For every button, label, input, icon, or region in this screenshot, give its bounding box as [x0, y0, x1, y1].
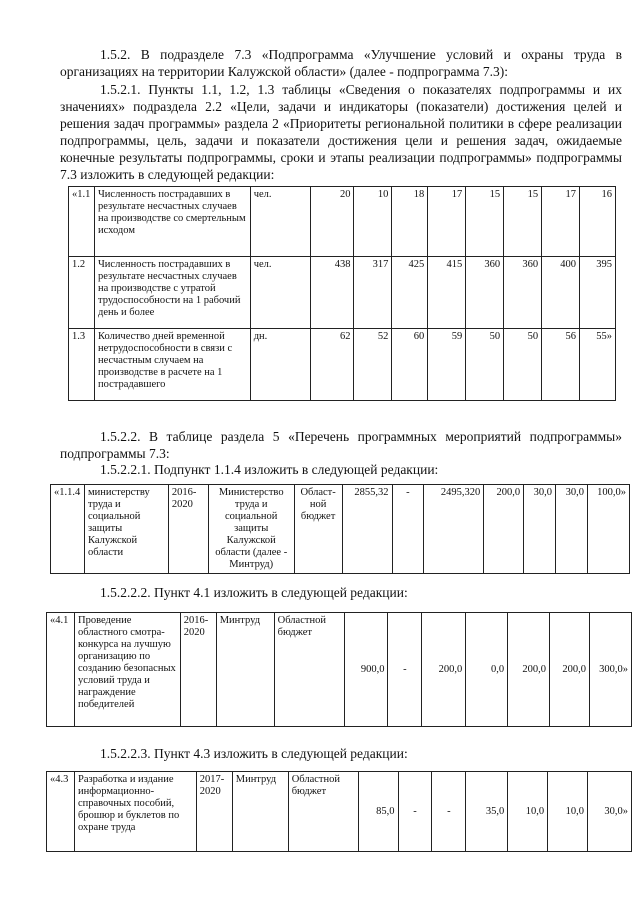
table-row	[51, 485, 630, 574]
value-cell: 17	[428, 187, 466, 257]
paragraph-1-5-2-2-1: 1.5.2.2.1. Подпункт 1.1.4 изложить в следующей редакции:	[100, 462, 439, 477]
row-number: 1.3	[69, 329, 95, 401]
value-cell: 10,0	[548, 772, 588, 852]
row-number: «4.3	[47, 772, 75, 852]
value-cell: 30,0»	[588, 772, 632, 852]
value-cell: 62	[310, 329, 354, 401]
participant: Минтруд	[216, 613, 274, 727]
funding-source: Областной бюджет	[274, 613, 344, 727]
row-number: «4.1	[47, 613, 75, 727]
value-cell: 15	[504, 187, 542, 257]
value-cell: 18	[392, 187, 428, 257]
measure-4-1-table	[46, 612, 632, 727]
participant: Министерство труда и социальной защиты Калужской области (далее - Минтруд)	[208, 485, 294, 574]
participant: Минтруд	[232, 772, 288, 852]
value-cell: 35,0	[466, 772, 508, 852]
value-cell: 395	[579, 257, 615, 329]
value-cell: 2495,320	[424, 485, 484, 574]
period: 2017-2020	[196, 772, 232, 852]
value-cell: 317	[354, 257, 392, 329]
value-cell: 415	[428, 257, 466, 329]
paragraph-1-5-2-1: 1.5.2.1. Пункты 1.1, 1.2, 1.3 таблицы «Сведения о показателях подпрограммы и их значениях» подраздела 2.2 «Цели, задачи и индикаторы (показатели) достижения целей и решения задач программы» раздела 2 «Приоритеты региональной политики в сфере реализации подпрограммы, цель, задачи и показатели достижения цели и решения задач, ожидаемые конечные результаты подпрограммы, сроки и этапы реализации подпрограммы» подпрограммы 7.3 изложить в следующей редакции:	[60, 82, 622, 182]
value-cell: 360	[466, 257, 504, 329]
period: 2016-2020	[168, 485, 208, 574]
value-cell: 15	[466, 187, 504, 257]
value-cell: 16	[579, 187, 615, 257]
unit: дн.	[250, 329, 310, 401]
value-cell: 200,0	[484, 485, 524, 574]
value-cell: 30,0	[556, 485, 588, 574]
paragraph-1-5-2-2-3: 1.5.2.2.3. Пункт 4.3 изложить в следующей редакции:	[100, 746, 408, 761]
funding-source: Област-ной бюджет	[294, 485, 342, 574]
value-cell: 55»	[579, 329, 615, 401]
table-row	[47, 772, 632, 852]
value-cell: 300,0»	[589, 613, 631, 727]
value-cell: 10,0	[508, 772, 548, 852]
value-cell: 438	[310, 257, 354, 329]
value-cell: 60	[392, 329, 428, 401]
value-cell: 20	[310, 187, 354, 257]
value-cell: 10	[354, 187, 392, 257]
value-cell: -	[432, 772, 466, 852]
indicator-name: Количество дней временной нетрудоспособности в связи с несчастным случаем на производстве в расчете на 1 пострадавшего	[94, 329, 250, 401]
paragraph-1-5-2: 1.5.2. В подразделе 7.3 «Подпрограмма «Улучшение условий и охраны труда в организациях на территории Калужской области» (далее - подпрограмма 7.3):	[60, 47, 622, 79]
indicator-name: Численность пострадавших в результате несчастных случаев на производстве со смертельным исходом	[94, 187, 250, 257]
value-cell: 200,0	[422, 613, 466, 727]
table-row	[69, 329, 616, 401]
paragraph-1-5-2-2-2: 1.5.2.2.2. Пункт 4.1 изложить в следующей редакции:	[100, 585, 408, 600]
funding-source: Областной бюджет	[288, 772, 358, 852]
value-cell: 100,0»	[587, 485, 629, 574]
value-cell: 200,0	[508, 613, 550, 727]
unit: чел.	[250, 257, 310, 329]
value-cell: -	[398, 772, 432, 852]
value-cell: 360	[504, 257, 542, 329]
measure-name: Проведение областного смотра-конкурса на лучшую организацию по созданию безопасных условий труда и награждение победителей	[74, 613, 180, 727]
value-cell: 52	[354, 329, 392, 401]
measure-4-3-table	[46, 771, 632, 852]
value-cell: -	[388, 613, 422, 727]
table-row	[47, 613, 632, 727]
indicators-table	[68, 186, 616, 401]
unit: чел.	[250, 187, 310, 257]
value-cell: 30,0	[524, 485, 556, 574]
measure-1-1-4-table	[50, 484, 630, 574]
executor: министерству труда и социальной защиты Калужской области	[84, 485, 168, 574]
table-row	[69, 257, 616, 329]
value-cell: 85,0	[358, 772, 398, 852]
measure-name: Разработка и издание информационно-справочных пособий, брошюр и буклетов по охране труда	[74, 772, 196, 852]
table-row	[69, 187, 616, 257]
value-cell: 0,0	[466, 613, 508, 727]
row-number: «1.1	[69, 187, 95, 257]
value-cell: -	[392, 485, 424, 574]
value-cell: 50	[504, 329, 542, 401]
value-cell: 400	[542, 257, 580, 329]
value-cell: 59	[428, 329, 466, 401]
value-cell: 2855,32	[342, 485, 392, 574]
value-cell: 425	[392, 257, 428, 329]
value-cell: 17	[542, 187, 580, 257]
paragraph-1-5-2-2: 1.5.2.2. В таблице раздела 5 «Перечень программных мероприятий подпрограммы» подпрограммы 7.3:	[60, 429, 622, 461]
period: 2016-2020	[180, 613, 216, 727]
value-cell: 900,0	[344, 613, 388, 727]
row-number: «1.1.4	[51, 485, 85, 574]
indicator-name: Численность пострадавших в результате несчастных случаев на производстве с утратой трудоспособности на 1 рабочий день и более	[94, 257, 250, 329]
value-cell: 200,0	[550, 613, 590, 727]
row-number: 1.2	[69, 257, 95, 329]
value-cell: 50	[466, 329, 504, 401]
value-cell: 56	[542, 329, 580, 401]
